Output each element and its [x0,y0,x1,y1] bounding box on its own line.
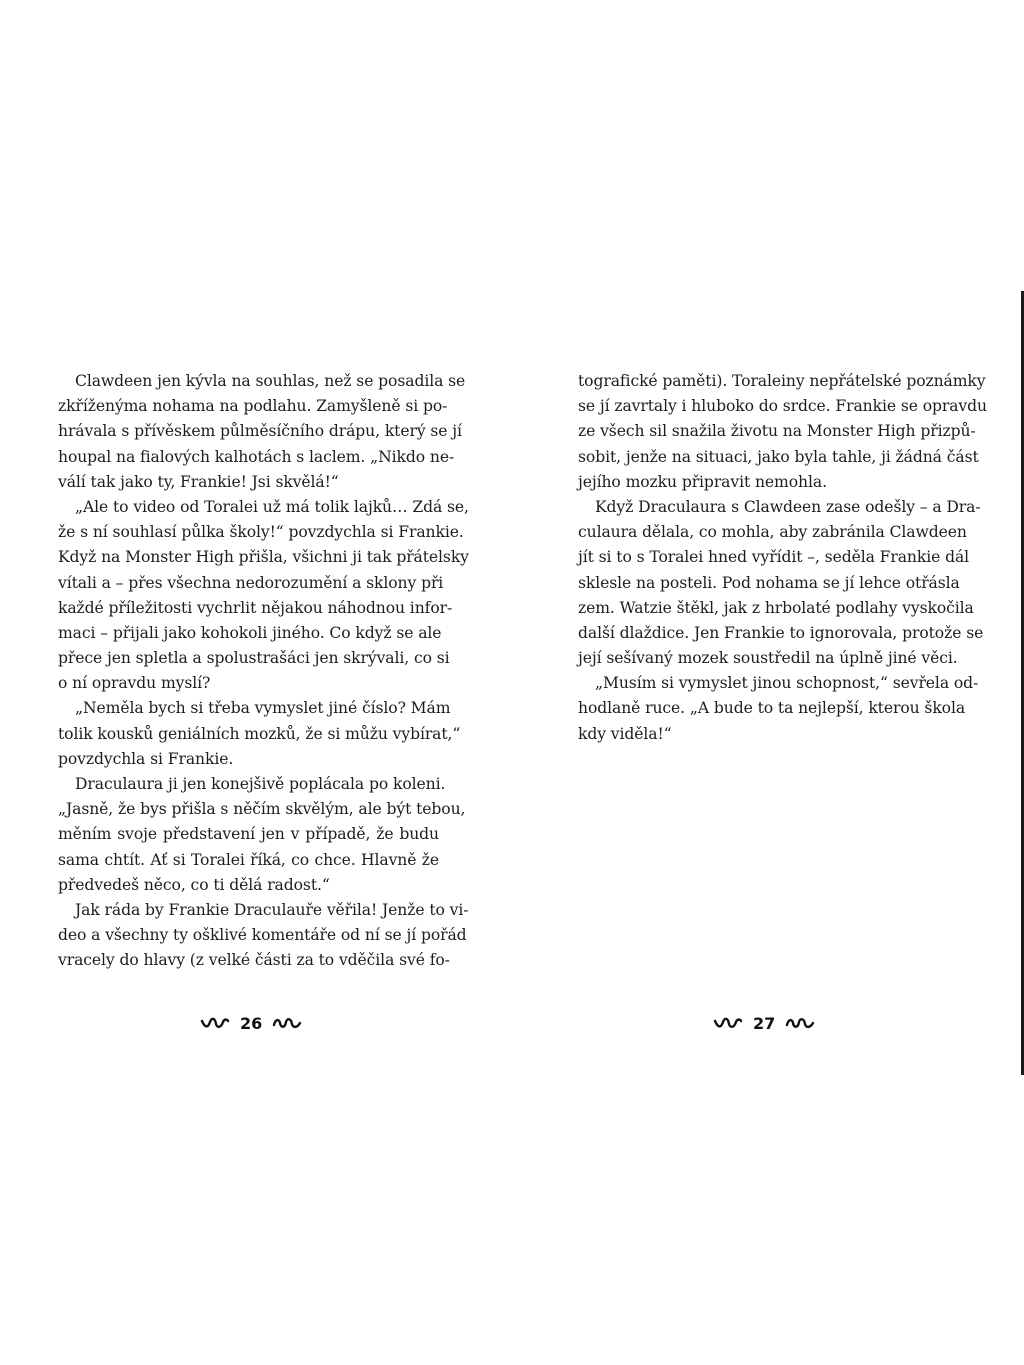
text-line: tografické paměti). Toraleiny nepřátelské poznámky [578,372,986,390]
text-line: předvedeš něco, co ti dělá radost.“ [58,875,330,894]
text-line: povzdychla si Frankie. [58,749,234,768]
right-page-text [578,369,987,747]
text-line: další dlaždice. Jen Frankie to ignorovala, protože se [578,623,984,642]
text-line: jít si to s Toralei hned vyřídit –, seděla Frankie dál [578,548,970,567]
text-line: zem. Watzie štěkl, jak z hrbolaté podlahy vyskočila [578,598,974,617]
squiggle-ornament-icon [713,1016,743,1030]
text-line: hodlaně ruce. „A bude to ta nejlepší, kterou škola [578,699,966,718]
squiggle-ornament-icon [272,1016,302,1030]
text-line: o ní opravdu myslí? [58,674,211,693]
page-number: 26 [240,1013,263,1033]
text-line: „Neměla bych si třeba vymyslet jiné číslo? Mám [75,699,451,718]
text-line: Jak ráda by Frankie Draculauře věřila! Jenže to vi- [75,900,469,919]
text-line: měním svoje představení jen v případě, že budu [58,825,439,844]
text-line: ze všech sil snažila životu na Monster High přizpů- [578,422,976,441]
text-line: hrávala s přívěskem půlměsíčního drápu, který se jí [58,422,462,441]
text-line: Clawdeen jen kývla na souhlas, než se posadila se [75,372,466,390]
text-line: „Ale to video od Toralei už má tolik lajků… Zdá se, [75,497,469,516]
text-line: vítali a – přes všechna nedorozumění a sklony při [58,573,444,592]
page-number-right [713,1010,815,1036]
text-line: sklesle na posteli. Pod nohama se jí lehce otřásla [578,573,960,592]
text-line: její sešívaný mozek soustředil na úplně jiné věci. [578,649,958,668]
text-line: sama chtít. Ať si Toralei říká, co chce. Hlavně že [58,850,439,869]
text-line: „Jasně, že bys přišla s něčím skvělým, ale být tebou, [58,800,466,819]
text-line: že s ní souhlasí půlka školy!“ povzdychla si Frankie. [58,523,464,542]
text-line: houpal na fialových kalhotách s laclem. „Nikdo ne- [58,447,455,466]
text-line: kdy viděla!“ [578,724,672,743]
text-line: zkříženýma nohama na podlahu. Zamyšleně si po- [58,397,448,416]
text-line: sobit, jenže na situaci, jako byla tahle, ji žádná část [578,447,979,466]
left-page-text [58,369,469,974]
text-line: deo a všechny ty ošklivé komentáře od ní se jí pořád [58,926,467,945]
text-line: tolik kousků geniálních mozků, že si můžu vybírat,“ [58,724,461,743]
page-number: 27 [753,1013,776,1033]
page-number-left [200,1010,302,1036]
text-line: Když Draculaura s Clawdeen zase odešly – a Dra- [595,497,981,516]
text-line: Draculaura ji jen konejšivě poplácala po koleni. [75,775,446,793]
squiggle-ornament-icon [200,1016,230,1030]
text-line: Když na Monster High přišla, všichni ji tak přátelsky [58,548,469,567]
text-line: válí tak jako ty, Frankie! Jsi skvělá!“ [58,472,339,491]
text-line: culaura dělala, co mohla, aby zabránila Clawdeen [578,523,967,542]
text-line: maci – přijali jako kohokoli jiného. Co když se ale [58,623,442,642]
text-line: se jí zavrtaly i hluboko do srdce. Frankie se opravdu [578,397,987,416]
text-line: přece jen spletla a spolustrašáci jen skrývali, co si [58,649,450,668]
text-line: každé příležitosti vychrlit nějakou náhodnou infor- [58,598,453,617]
squiggle-ornament-icon [785,1016,815,1030]
text-line: „Musím si vymyslet jinou schopnost,“ sevřela od- [595,674,979,693]
text-line: jejího mozku připravit nemohla. [578,472,827,491]
text-line: vracely do hlavy (z velké části za to vděčila své fo- [58,951,450,970]
